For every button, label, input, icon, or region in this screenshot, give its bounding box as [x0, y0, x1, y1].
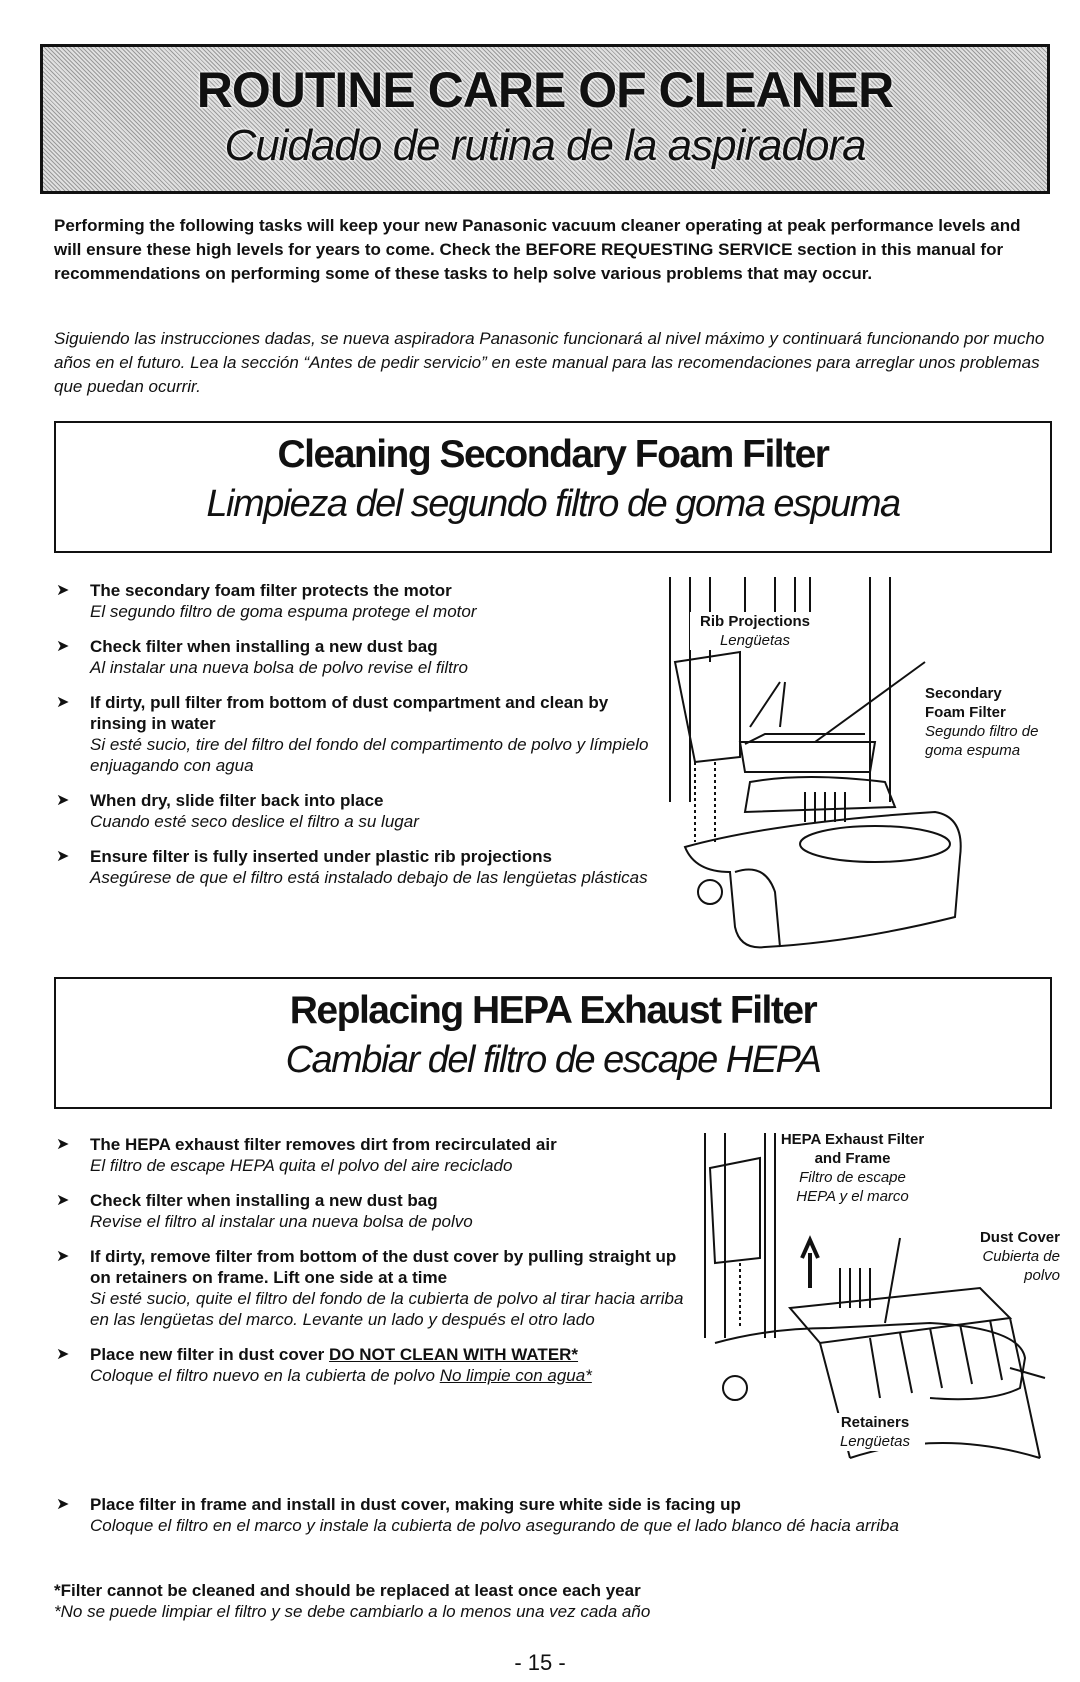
footnote-english: *Filter cannot be cleaned and should be replaced at least once each year [54, 1581, 641, 1600]
section2-title: Replacing HEPA Exhaust Filter [289, 989, 817, 1032]
list-item: ➤ If dirty, remove filter from bottom of the dust cover by pulling straight up on retainers on frame. Lift one side at a time Si esté sucio, quite el filtro del fondo de la cubierta de polvo al tirar hacia arriba en las lengüetas del marco. Levante un lado y después el otro lado [56, 1247, 684, 1329]
arrowhead-icon: ➤ [56, 1346, 70, 1363]
list-item: ➤ The HEPA exhaust filter removes dirt from recirculated air El filtro de escape HEPA quita el polvo del aire reciclado [56, 1135, 557, 1175]
section2-list [54, 1134, 694, 1400]
section2-list-cont [54, 1494, 1044, 1550]
intro-spanish: Siguiendo las instrucciones dadas, se nueva aspiradora Panasonic funcionará al nivel máximo y continuará funcionando por mucho años en el futuro. Lea la sección “Antes de pedir servicio” en este manual para las recomendaciones para arreglar unos problemas que puedan ocurrir. [54, 329, 1045, 396]
arrowhead-icon: ➤ [56, 1136, 70, 1153]
arrowhead-icon: ➤ [56, 792, 70, 809]
arrowhead-icon: ➤ [56, 848, 70, 865]
foam-filter-label: Secondary Foam Filter Segundo filtro de goma espuma [925, 684, 1045, 760]
foam-filter-illustration [655, 572, 1075, 967]
footnote-spanish: *No se puede limpiar el filtro y se debe cambiarlo a lo menos una vez cada año [54, 1602, 651, 1621]
list-item: ➤ Ensure filter is fully inserted under plastic rib projections Asegúrese de que el filtro está instalado debajo de las lengüetas plásticas [56, 847, 648, 887]
banner-subtitle: Cuidado de rutina de la aspiradora [224, 121, 866, 170]
arrowhead-icon: ➤ [56, 1248, 70, 1265]
arrowhead-icon: ➤ [56, 694, 70, 711]
list-item: ➤ The secondary foam filter protects the motor El segundo filtro de goma espuma protege el motor [56, 581, 477, 621]
section1-header [54, 421, 1052, 553]
arrowhead-icon: ➤ [56, 638, 70, 655]
arrowhead-icon: ➤ [56, 1496, 70, 1513]
arrowhead-icon: ➤ [56, 582, 70, 599]
section1-subtitle: Limpieza del segundo filtro de goma espuma [206, 483, 900, 525]
list-item: ➤ Place new filter in dust cover DO NOT CLEAN WITH WATER* Coloque el filtro nuevo en la cubierta de polvo No limpie con agua* [56, 1345, 592, 1385]
warning-text: DO NOT CLEAN WITH WATER* [329, 1345, 579, 1364]
arrowhead-icon: ➤ [56, 1192, 70, 1209]
hepa-label: HEPA Exhaust Filter and Frame Filtro de escape HEPA y el marco [780, 1131, 925, 1205]
section1-title: Cleaning Secondary Foam Filter [277, 433, 829, 476]
list-item: ➤ Check filter when installing a new dust bag Al instalar una nueva bolsa de polvo revise el filtro [56, 637, 468, 677]
list-item: ➤ Check filter when installing a new dust bag Revise el filtro al instalar una nueva bolsa de polvo [56, 1191, 473, 1231]
list-item: ➤ If dirty, pull filter from bottom of dust compartment and clean by rinsing in water Si esté sucio, tire del filtro del fondo del compartimento de polvo y límpielo enjuagando con agua [56, 693, 649, 775]
retainers-label: Retainers Lengüetas [825, 1413, 925, 1451]
section2-subtitle: Cambiar del filtro de escape HEPA [285, 1039, 821, 1081]
footnote [54, 1580, 650, 1622]
section1-list [54, 580, 654, 902]
section2-header [54, 977, 1052, 1109]
intro-english: Performing the following tasks will keep your new Panasonic vacuum cleaner operating at peak performance levels and will ensure these high levels for years to come. Check the BEFORE REQUESTING SERVICE section in this manual for recommendations on performing some of these tasks to help solve various problems that may occur. [54, 216, 1021, 283]
list-item: ➤ Place filter in frame and install in dust cover, making sure white side is facing up Coloque el filtro en el marco y instale la cubierta de polvo asegurando de que el lado blanco dé hacia arriba [56, 1495, 899, 1535]
hepa-filter-illustration [690, 1128, 1080, 1490]
rib-label: Rib Projections Lengüetas [690, 612, 820, 650]
banner-title: ROUTINE CARE OF CLEANER [196, 62, 894, 118]
list-item: ➤ When dry, slide filter back into place Cuando esté seco deslice el filtro a su lugar [56, 791, 419, 831]
page-banner [40, 44, 1050, 194]
dust-cover-label: Dust Cover Cubierta de polvo [979, 1229, 1060, 1284]
page-number: - 15 - [514, 1650, 566, 1675]
